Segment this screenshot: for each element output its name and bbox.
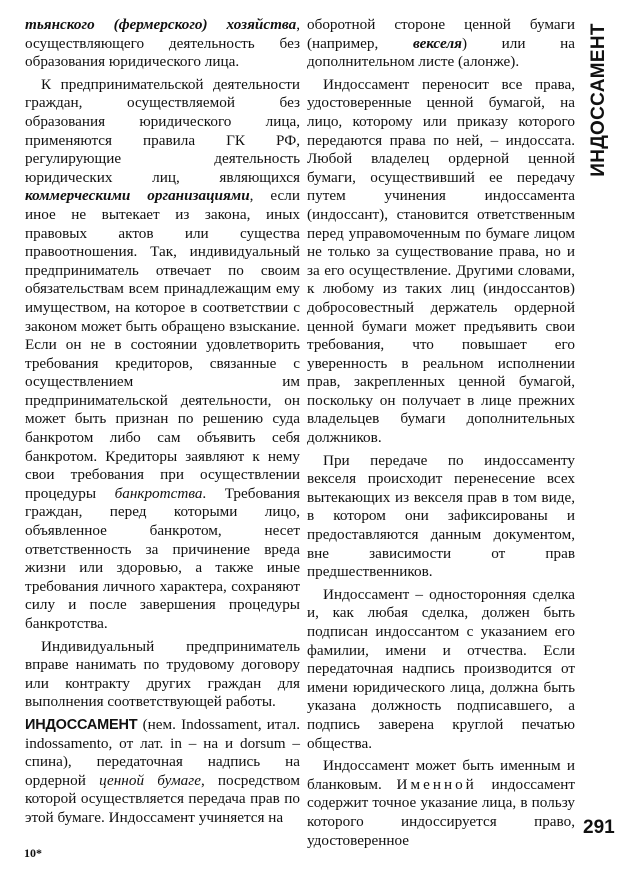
italic-term-security: ценной бумаге [99, 771, 201, 789]
entry-headword: ИНДОССАМЕНТ [25, 716, 138, 733]
paragraph-text: , посредством которой осуществляется передача прав по этой бумаге. Индоссамент учиняется на [25, 771, 300, 826]
paragraph-text: . Требования граждан, перед которыми лицо, объявленное банкротом, несет ответственность за причинение вреда жизни или здоровью, а также иные требования личного характера, сохраняют силу и после завершения процедуры банкротства. [25, 484, 301, 632]
paragraph-entrepreneurship [25, 76, 300, 634]
page-number: 291 [583, 817, 615, 838]
paragraph-text: индоссамент содержит точное указание лица, в пользу которого индоссируется право, удостоверенное [307, 775, 575, 849]
running-header [584, 20, 614, 180]
paragraph-reverse-side [307, 16, 575, 72]
running-header-text: ИНДОССАМЕНТ [588, 23, 609, 177]
paragraph-text: , если иное не вытекает из закона, иных правовых актов или существа правоотношения. Так, индивидуальный предприниматель отвечает по своим обязательствам всем принадлежащим ему имуществом, на которое в соответствии с законом может быть обращено взыскание. Если он не в состоянии удовлетворить требования кредиторов, связанные с осуществлением им предпринимательской деятельности, он может быть признан по решению суда банкротом либо сам объявить себя банкротом. Кредиторы заявляют к нему свои требования при осуществлении процедуры [25, 187, 300, 502]
spaced-term-named: Именной [396, 775, 477, 793]
italic-term-commercial: коммерческими организациями [25, 187, 250, 205]
italic-term-bill: векселя [412, 34, 462, 52]
entry-indossament [25, 716, 300, 828]
paragraph-farm-entity [25, 16, 300, 72]
paragraph-text: К предпринимательской деятельности граждан, осуществляемой без образования юридического лица, применяются правила ГК РФ, регулирующие деятельность юридических лиц, являющихся [25, 75, 300, 186]
paragraph-text: оборотной стороне ценной бумаги (например, [307, 16, 575, 52]
signature-mark: 10* [24, 846, 42, 860]
paragraph-hiring: Индивидуальный предприниматель вправе нанимать по трудовому договору или контракту других граждан для выполнения соответствующей работы. [25, 637, 300, 711]
paragraph-text: , осуществляющего деятельность без образования юридического лица. [25, 16, 300, 71]
paragraph-types [307, 757, 575, 850]
paragraph-text: ) или на дополнительном листе (алонже). [307, 34, 575, 71]
right-column [307, 16, 575, 850]
paragraph-bill-transfer: При передаче по индоссаменту векселя происходит перенесение всех вытекающих из векселя прав в том виде, в котором они зафиксированы и предоставляются данным документом, вне зависимости от прав предшественников. [307, 451, 575, 581]
italic-term-bankruptcy: банкротства [114, 484, 203, 502]
paragraph-rights-transfer: Индоссамент переносит все права, удостоверенные ценной бумагой, на лицо, которому или приказу которого передаются права по ней, – индоссата. Любой владелец ордерной ценной бумаги, осуществивший ее передачу путем учинения индоссамента (индоссант), становится ответственным перед управомоченным по бумаге лицом не только за существование права, но и за его осуществление. Другими словами, к любому из таких лиц (индоссантов) добросовестный держатель ордерной ценной бумаги может предъявить свои требования, что повышает его уверенность в реальном исполнении прав, закрепленных ценной бумагой, поскольку он получает в лице прежних владельцев бумаги дополнительных должников. [307, 75, 575, 447]
paragraph-signature: Индоссамент – односторонняя сделка и, как любая сделка, должен быть подписан индоссантом с указанием его фамилии, имени и отчества. Если передаточная надпись производится от имени юридического лица, должна быть указана должность подписавшего, а подпись заверена круглой печатью общества. [307, 585, 575, 752]
paragraph-text: Индоссамент может быть именным и бланковым. [307, 757, 575, 793]
left-column [25, 16, 300, 828]
italic-term: тьянского (фермерского) хозяйства [25, 16, 297, 33]
paragraph-text: (нем. Indossament, итал. indossamento, от лат. in – на и dorsum – спина), передаточная надпись на ордерной [25, 715, 300, 789]
